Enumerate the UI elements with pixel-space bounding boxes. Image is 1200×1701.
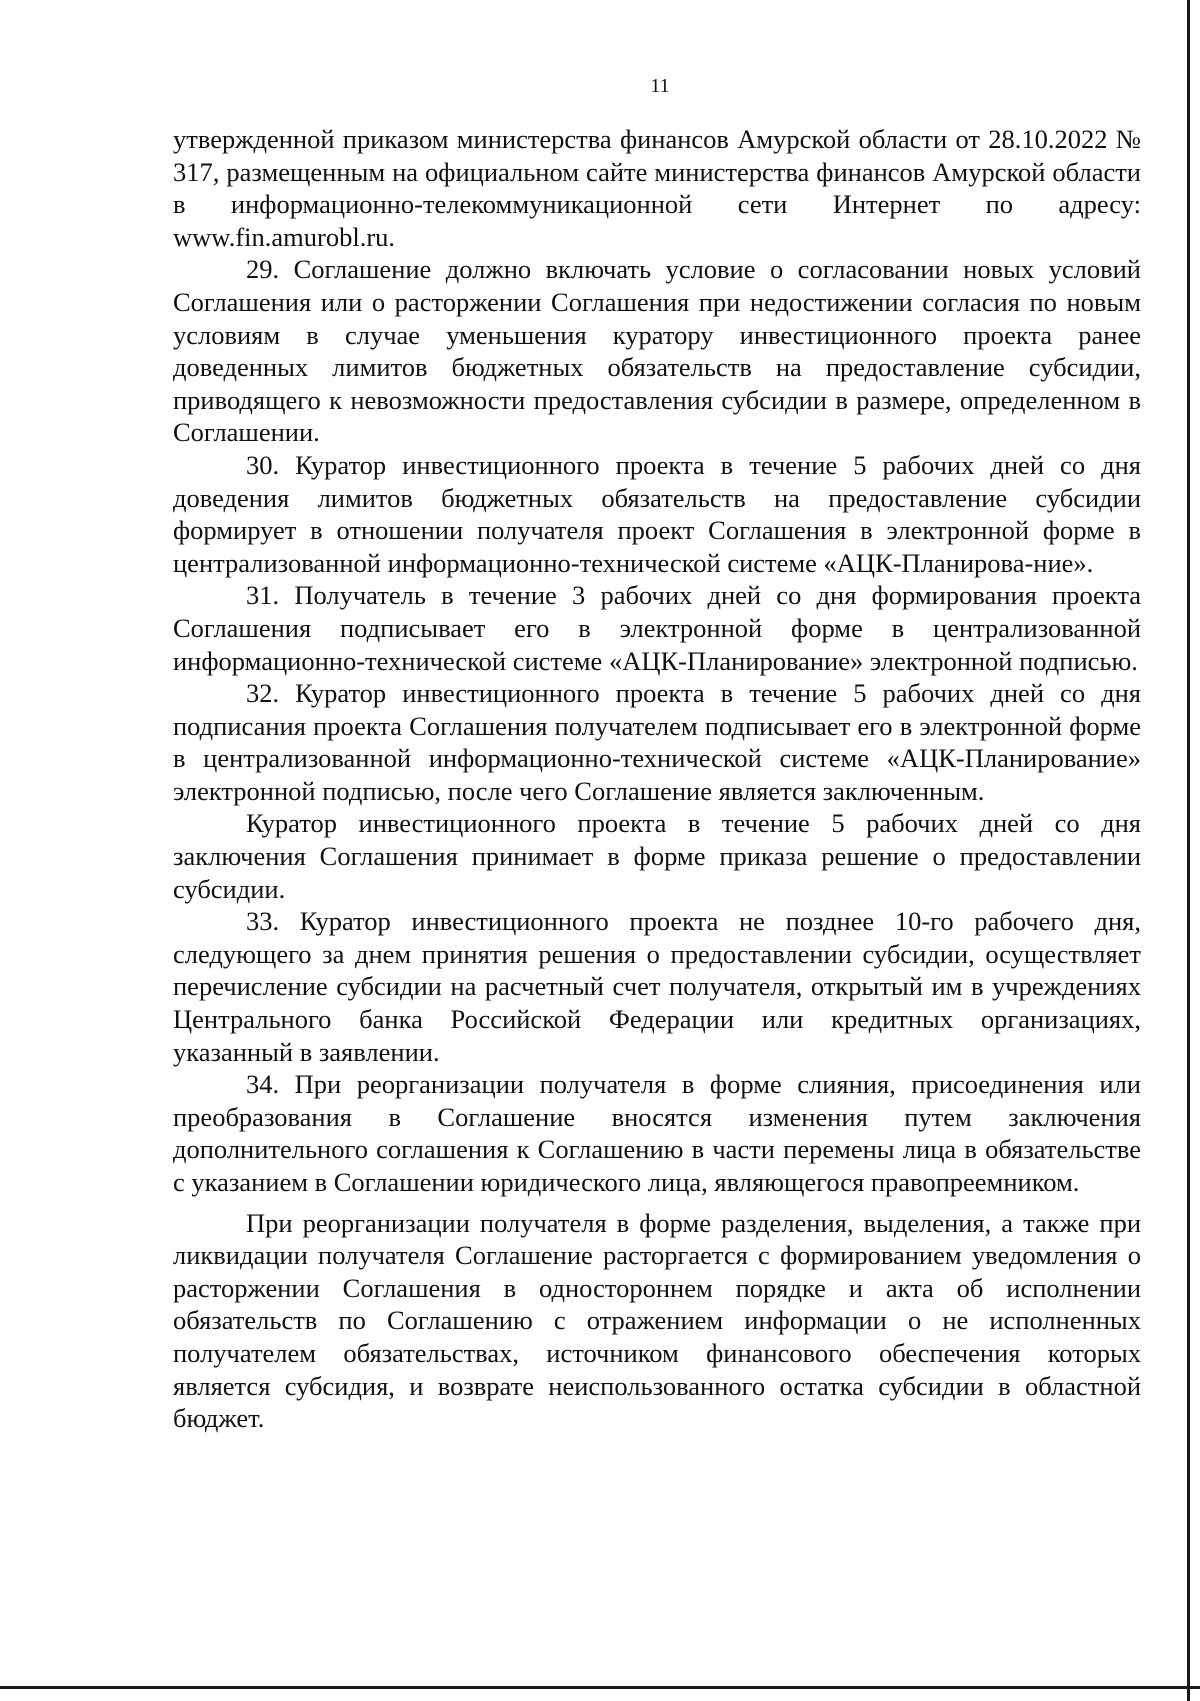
paragraph-34: 34. При реорганизации получателя в форме слияния, присоединения или преобразования в Соглашение вносятся изменения путем заключения дополнительного соглашения к Соглашению в части перемены лица в обязательстве с указанием в Соглашении юридического лица, являющегося правопреемником.	[173, 1069, 1141, 1197]
paragraph-31: 31. Получатель в течение 3 рабочих дней со дня формирования проекта Соглашения подписывает его в электронной форме в централизованной информационно-технической системе «АЦК-Планирование» электронной подписью.	[173, 580, 1141, 676]
paragraph-32-continued: Куратор инвестиционного проекта в течение 5 рабочих дней со дня заключения Соглашения принимает в форме приказа решение о предоставлении субсидии.	[173, 808, 1141, 904]
paragraph-29: 29. Соглашение должно включать условие о согласовании новых условий Соглашения или о расторжении Соглашения при недостижении согласия по новым условиям в случае уменьшения куратору инвестиционного проекта ранее доведенных лимитов бюджетных обязательств на предоставление субсидии, приводящего к невозможности предоставления субсидии в размере, определенном в Соглашении.	[173, 254, 1141, 448]
paragraph-34-continued: При реорганизации получателя в форме разделения, выделения, а также при ликвидации получателя Соглашение расторгается с формированием уведомления о расторжении Соглашения в одностороннем порядке и акта об исполнении обязательств по Соглашению с отражением информации о не исполненных получателем обязательствах, источником финансового обеспечения которых является субсидия, и возврате неиспользованного остатка субсидии в областной бюджет.	[173, 1207, 1141, 1434]
paragraph-continuation: утвержденной приказом министерства финансов Амурской области от 28.10.2022 № 317, размещенным на официальном сайте министерства финансов Амурской области в информационно-телекоммуникационной сети Интернет по адресу: www.fin.amurobl.ru.	[173, 124, 1141, 252]
paragraph-33: 33. Куратор инвестиционного проекта не позднее 10-го рабочего дня, следующего за днем принятия решения о предоставлении субсидии, осуществляет перечисление субсидии на расчетный счет получателя, открытый им в учреждениях Центрального банка Российской Федерации или кредитных организациях, указанный в заявлении.	[173, 906, 1141, 1067]
paragraph-32: 32. Куратор инвестиционного проекта в течение 5 рабочих дней со дня подписания проекта Соглашения получателем подписывает его в электронной форме в централизованной информационно-технической системе «АЦК-Планирование» электронной подписью, после чего Соглашение является заключенным.	[173, 678, 1141, 806]
page-number: 11	[650, 75, 670, 97]
paragraph-gap	[173, 1199, 1141, 1207]
scan-edge-right	[1187, 0, 1190, 1701]
scan-edge-bottom	[0, 1686, 1200, 1689]
document-body	[173, 123, 1141, 1435]
paragraph-30: 30. Куратор инвестиционного проекта в течение 5 рабочих дней со дня доведения лимитов бюджетных обязательств на предоставление субсидии формирует в отношении получателя проект Соглашения в электронной форме в централизованной информационно-технической системе «АЦК-Планирова-ние».	[173, 449, 1141, 578]
